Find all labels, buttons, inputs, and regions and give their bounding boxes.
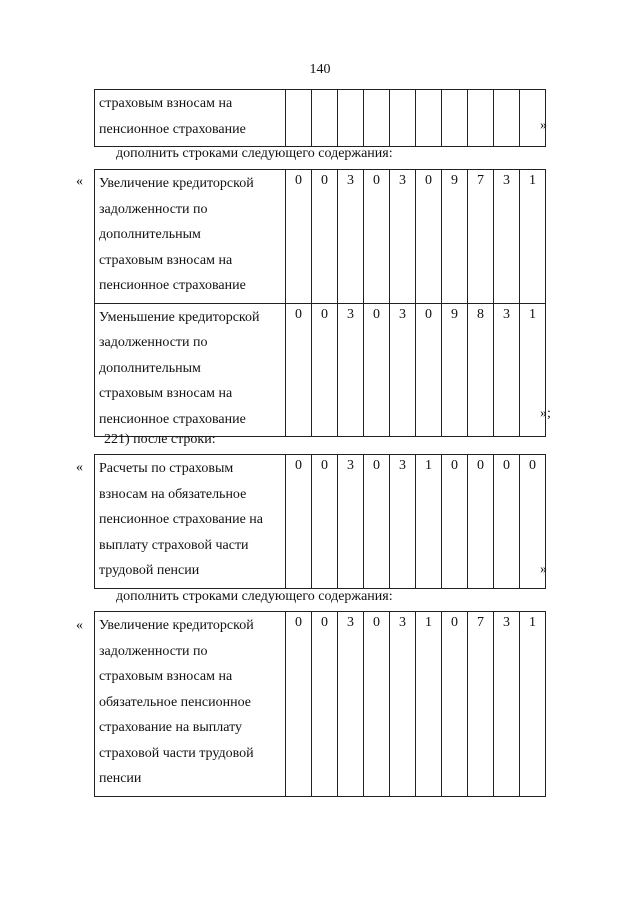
code-digit: 3 — [338, 170, 364, 304]
code-digit: 0 — [416, 303, 442, 437]
opening-quote: « — [76, 618, 83, 633]
table-row — [95, 170, 546, 304]
code-digit — [442, 90, 468, 147]
code-digit: 3 — [494, 303, 520, 437]
row-label: Увеличение кредиторской задолженности по дополнительным страховым взносам на пенсионное страхование — [95, 170, 286, 304]
table-row — [95, 90, 546, 147]
code-digit: 0 — [364, 170, 390, 304]
row-label: Увеличение кредиторской задолженности по страховым взносам на обязательное пенсионное страхование на выплату страховой части трудовой пенсии — [95, 612, 286, 797]
code-digit — [468, 90, 494, 147]
row-label: страховым взносам на пенсионное страхование — [95, 90, 286, 147]
code-digit: 3 — [390, 170, 416, 304]
code-digit — [494, 90, 520, 147]
codes-table-3 — [94, 454, 546, 589]
table-row — [95, 612, 546, 797]
instruction-line: дополнить строками следующего содержания: — [116, 146, 393, 161]
codes-table-2 — [94, 169, 546, 437]
code-digit: 8 — [468, 303, 494, 437]
code-digit: 0 — [364, 455, 390, 589]
code-digit: 0 — [364, 303, 390, 437]
code-digit: 0 — [468, 455, 494, 589]
row-label: Расчеты по страховым взносам на обязательное пенсионное страхование на выплату страховой части трудовой пенсии — [95, 455, 286, 589]
code-digit — [338, 90, 364, 147]
row-label: Уменьшение кредиторской задолженности по дополнительным страховым взносам на пенсионное страхование — [95, 303, 286, 437]
code-digit: 0 — [312, 303, 338, 437]
table-row — [95, 303, 546, 437]
instruction-line: 221) после строки: — [104, 432, 216, 447]
code-digit: 0 — [364, 612, 390, 797]
code-digit: 0 — [312, 612, 338, 797]
opening-quote: « — [76, 460, 83, 475]
code-digit: 0 — [312, 455, 338, 589]
code-digit: 0 — [442, 455, 468, 589]
code-digit: 9 — [442, 170, 468, 304]
code-digit: 7 — [468, 170, 494, 304]
closing-quote: » — [540, 562, 547, 577]
opening-quote: « — [76, 174, 83, 189]
code-digit: 1 — [520, 612, 546, 797]
code-digit: 1 — [416, 612, 442, 797]
code-digit: 0 — [494, 455, 520, 589]
code-digit: 1 — [520, 170, 546, 304]
code-digit: 3 — [390, 612, 416, 797]
code-digit: 3 — [390, 455, 416, 589]
code-digit — [286, 90, 312, 147]
code-digit: 0 — [520, 455, 546, 589]
code-digit: 0 — [286, 170, 312, 304]
closing-quote: »; — [540, 406, 551, 421]
codes-table-4 — [94, 611, 546, 797]
closing-quote: » — [540, 118, 547, 133]
code-digit: 1 — [520, 303, 546, 437]
code-digit: 0 — [286, 612, 312, 797]
code-digit — [390, 90, 416, 147]
code-digit: 3 — [338, 455, 364, 589]
code-digit: 0 — [442, 612, 468, 797]
code-digit: 9 — [442, 303, 468, 437]
code-digit: 3 — [338, 612, 364, 797]
code-digit — [364, 90, 390, 147]
code-digit: 0 — [286, 455, 312, 589]
code-digit — [416, 90, 442, 147]
instruction-line: дополнить строками следующего содержания: — [116, 589, 393, 604]
code-digit — [312, 90, 338, 147]
codes-table-1 — [94, 89, 546, 147]
code-digit: 0 — [312, 170, 338, 304]
code-digit: 3 — [390, 303, 416, 437]
code-digit: 3 — [494, 612, 520, 797]
code-digit: 0 — [286, 303, 312, 437]
code-digit: 0 — [416, 170, 442, 304]
table-row — [95, 455, 546, 589]
page-number: 140 — [309, 62, 331, 77]
code-digit: 7 — [468, 612, 494, 797]
code-digit: 3 — [494, 170, 520, 304]
code-digit: 3 — [338, 303, 364, 437]
code-digit: 1 — [416, 455, 442, 589]
